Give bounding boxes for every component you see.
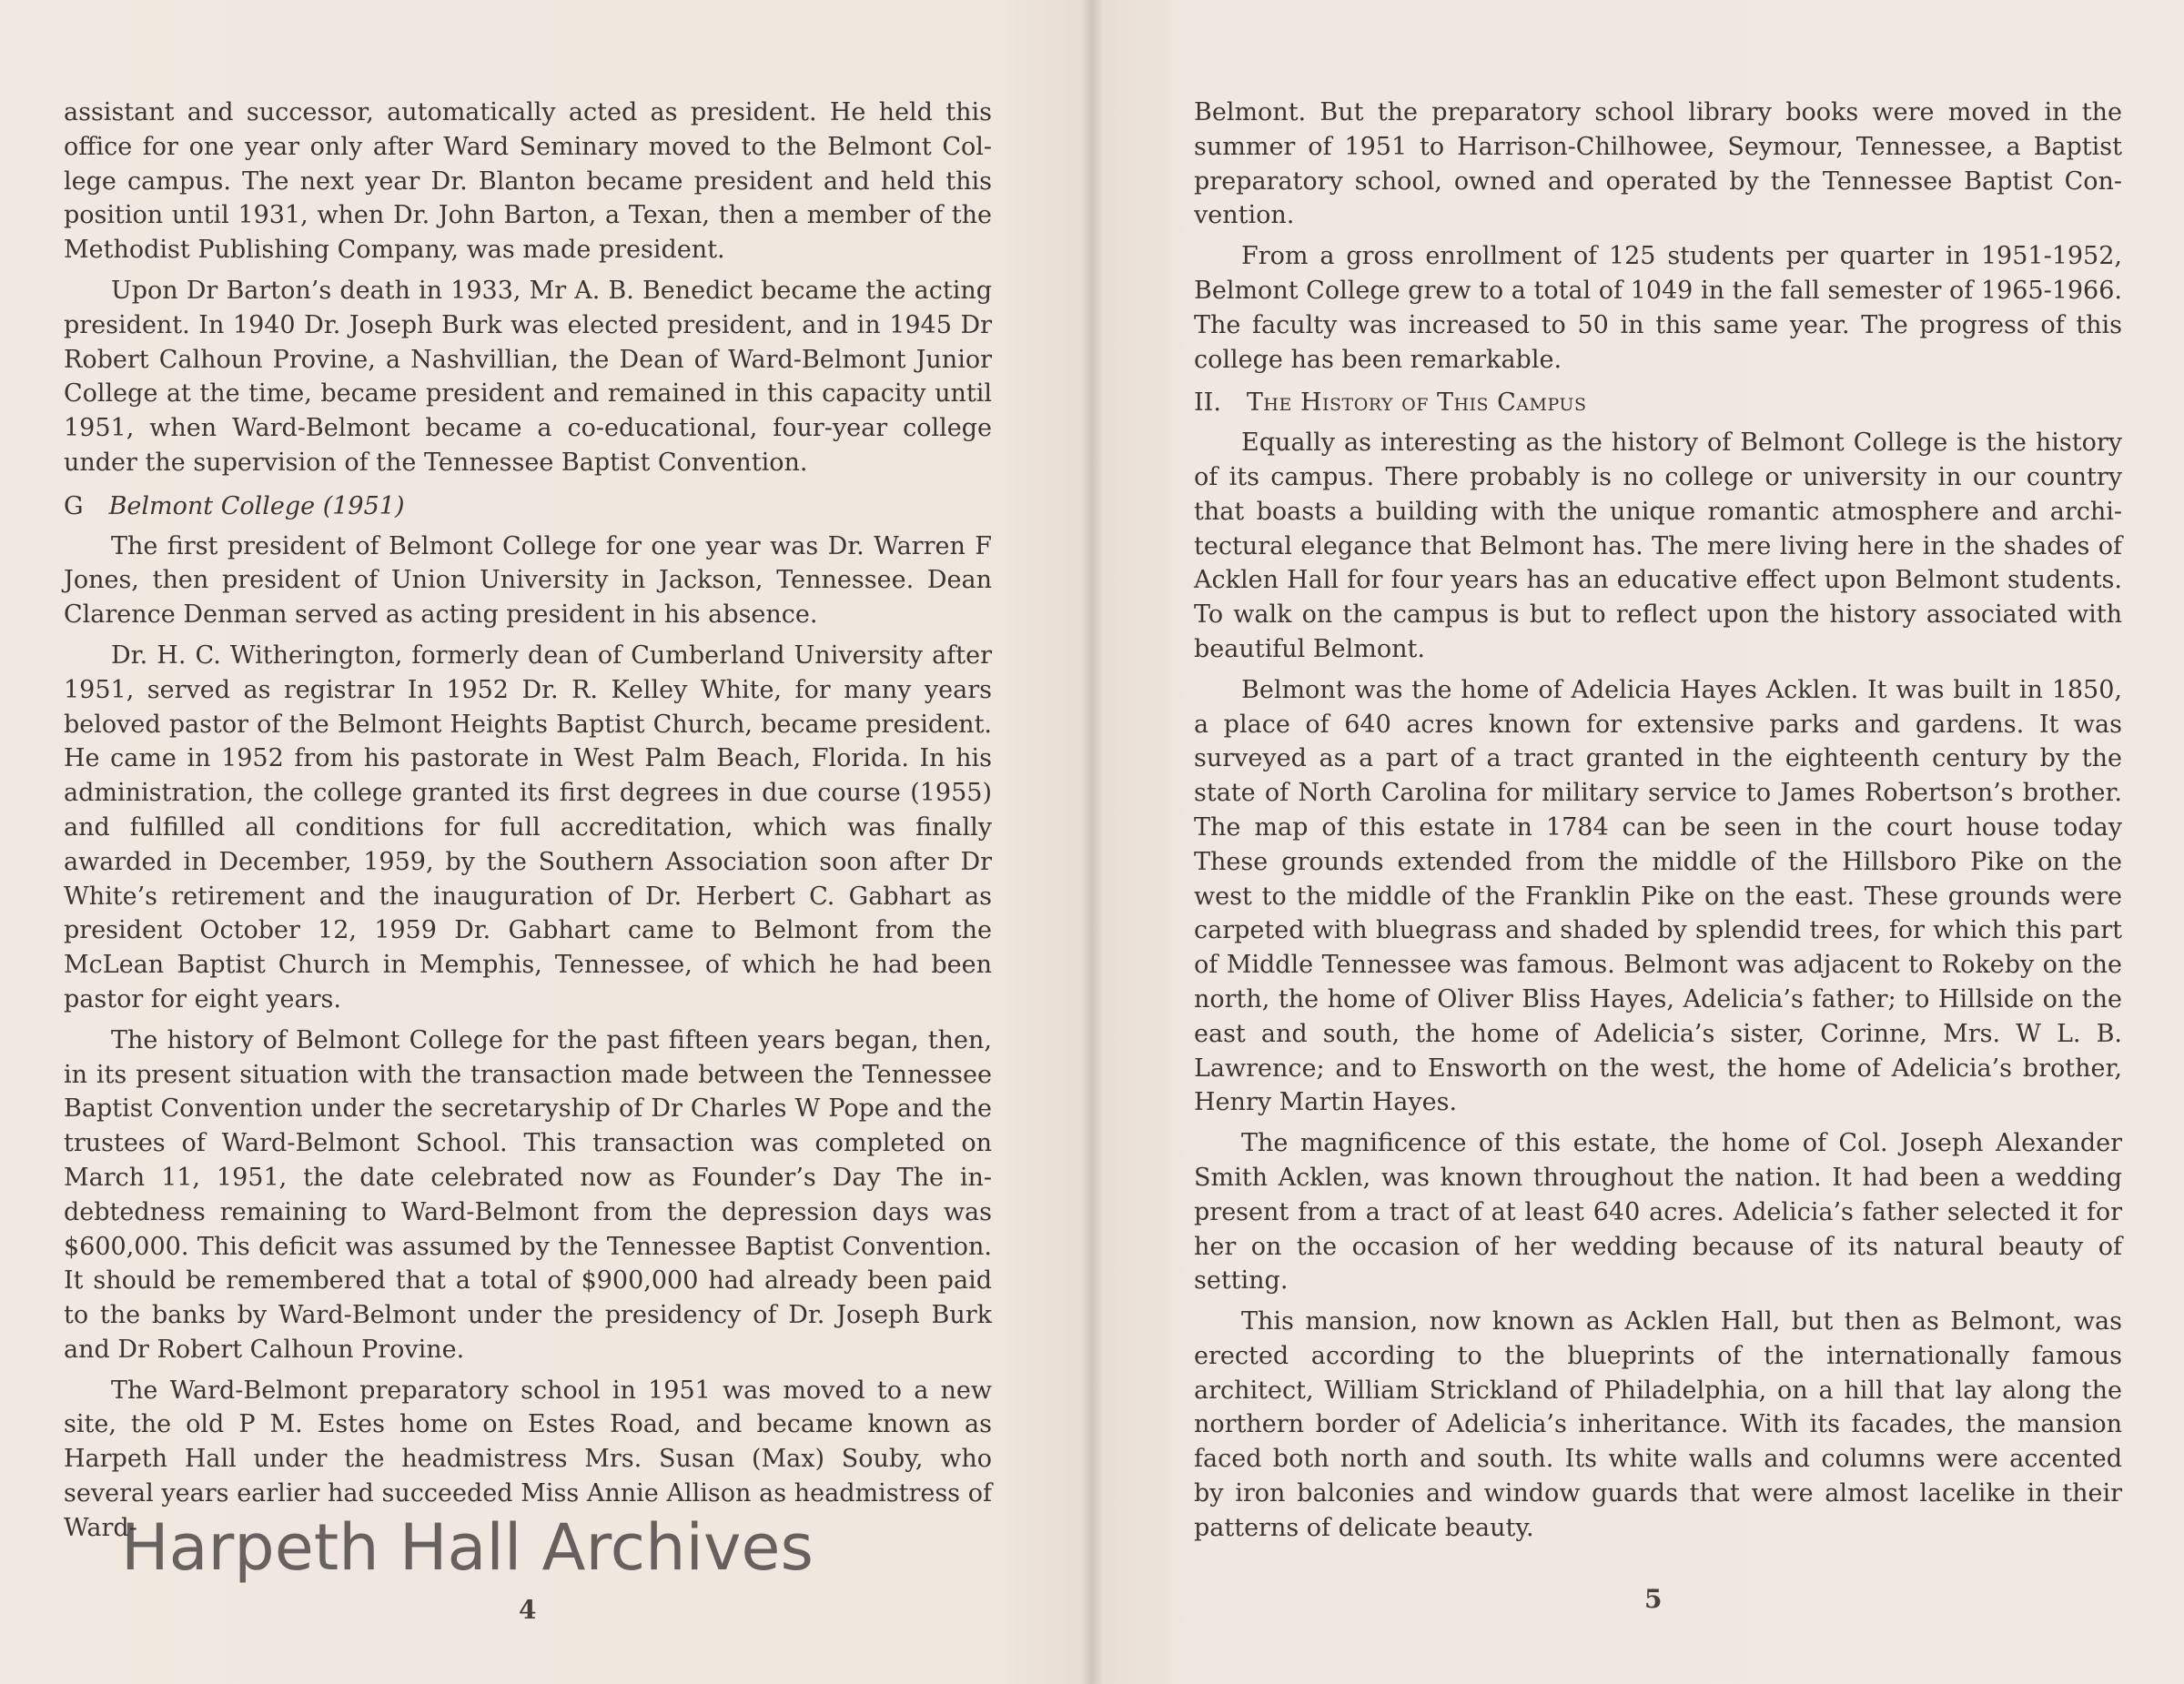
section-title: The History of This Campus <box>1246 388 1587 418</box>
section-title: Belmont College (1951) <box>108 491 405 520</box>
section-number: II. <box>1194 388 1221 418</box>
page-number-left: 4 <box>519 1595 537 1625</box>
section-heading-g <box>64 489 992 524</box>
paragraph: Belmont. But the preparatory school library books were moved in the summer of 1951 to Harrison-Chilhowee, Seymour, Tennessee, a Baptist preparatory school, owned and operated by the Tennessee Baptist Convention. <box>1194 98 2122 230</box>
paragraph: From a gross enrollment of 125 students per quarter in 1951-1952, Belmont College grew to a total of 1049 in the fall semester of 1965-1966. The faculty was increased to 50 in this same year. The progress of this college has been remarkable. <box>1194 242 2122 374</box>
paragraph: This mansion, now known as Acklen Hall, but then as Belmont, was erected according to the blueprints of the internationally famous architect, William Strickland of Philadelphia, on a hill that lay along the northern border of Adelicia’s inheritance. With its facades, the mansion faced both north and south. Its white walls and columns were accented by iron balconies and window guards that were almost lacelike in their patterns of delicate beauty. <box>1194 1307 2122 1542</box>
section-heading-ii <box>1194 386 2122 420</box>
paragraph: The history of Belmont College for the past fifteen years began, then, in its present situation with the transaction made between the Tennessee Baptist Convention under the secretaryship of Dr Charles W Pope and the trustees of Ward-Belmont School. This transaction was completed on March 11, 1951, the date celebrated now as Founder’s Day The indebtedness remaining to Ward-Belmont from the depression days was $600,000. This deficit was assumed by the Tennessee Baptist Convention. It should be remembered that a total of $900,000 had already been paid to the banks by Ward-Belmont under the presidency of Dr. Joseph Burk and Dr Robert Calhoun Provine. <box>64 1025 992 1364</box>
paragraph: The magnificence of this estate, the home of Col. Joseph Alexander Smith Acklen, was known throughout the nation. It had been a wedding present from a tract of at least 640 acres. Adelicia’s father selected it for her on the occasion of her wedding because of its natural beauty of setting. <box>1194 1129 2122 1296</box>
book-gutter <box>1081 0 1103 1684</box>
paragraph: Upon Dr Barton’s death in 1933, Mr A. B. Benedict became the acting president. In 1940 Dr. Joseph Burk was elected president, and in 1945 Dr Robert Calhoun Provine, a Nashvillian, the Dean of Ward-Belmont Junior College at the time, became president and remained in this capacity until 1951, when Ward-Belmont became a co-educational, four-year college under the supervision of the Tennessee Baptist Convention. <box>64 276 992 477</box>
paragraph: assistant and successor, automatically acted as president. He held this office for one year only after Ward Seminary moved to the Belmont College campus. The next year Dr. Blanton became president and held this position until 1931, when Dr. John Barton, a Texan, then a member of the Methodist Publishing Company, was made president. <box>64 98 992 265</box>
archive-watermark: Harpeth Hall Archives <box>121 1510 814 1585</box>
paragraph: Belmont was the home of Adelicia Hayes Acklen. It was built in 1850, a place of 640 acres known for extensive parks and gardens. It was surveyed as a part of a tract granted in the eighteenth century by the state of North Carolina for military service to James Robertson’s brother. The map of this estate in 1784 can be seen in the court house today These grounds extended from the middle of the Hillsboro Pike on the west to the middle of the Franklin Pike on the east. These grounds were carpeted with bluegrass and shaded by splendid trees, for which this part of Middle Tennessee was famous. Belmont was adjacent to Rokeby on the north, the home of Oliver Bliss Hayes, Adelicia’s father; to Hillside on the east and south, the home of Adelicia’s sister, Corinne, Mrs. W L. B. Lawrence; and to Ensworth on the west, the home of Adelicia’s brother, Henry Martin Hayes. <box>1194 675 2122 1117</box>
paragraph: Dr. H. C. Witherington, formerly dean of Cumberland University after 1951, served as registrar In 1952 Dr. R. Kelley White, for many years beloved pastor of the Belmont Heights Baptist Church, became president. He came in 1952 from his pastorate in West Palm Beach, Florida. In his administration, the college granted its first degrees in due course (1955) and fulfilled all conditions for full accreditation, which was finally awarded in December, 1959, by the Southern Association soon after Dr White’s retirement and the inauguration of Dr. Herbert C. Gabhart as president October 12, 1959 Dr. Gabhart came to Belmont from the McLean Baptist Church in Memphis, Tennessee, of which he had been pastor for eight years. <box>64 640 992 1013</box>
paragraph: The Ward-Belmont preparatory school in 1951 was moved to a new site, the old P M. Estes home on Estes Road, and became known as Harpeth Hall under the headmistress Mrs. Susan (Max) Souby, who several years earlier had succeeded Miss Annie Allison as headmistress of Ward- <box>64 1376 992 1542</box>
paragraph: The first president of Belmont College for one year was Dr. Warren F Jones, then president of Union University in Jackson, Tennessee. Dean Clarence Denman served as acting president in his absence. <box>64 531 992 630</box>
right-page <box>1194 96 2122 1552</box>
left-page <box>64 96 992 1552</box>
page-number-right: 5 <box>1644 1584 1663 1614</box>
section-letter: G <box>64 491 84 520</box>
paragraph: Equally as interesting as the history of Belmont College is the history of its campus. There probably is no college or university in our country that boasts a building with the unique romantic atmosphere and architectural elegance that Belmont has. The mere living here in the shades of Acklen Hall for four years has an educative effect upon Belmont students. To walk on the campus is but to reflect upon the history associated with beautiful Belmont. <box>1194 429 2122 663</box>
